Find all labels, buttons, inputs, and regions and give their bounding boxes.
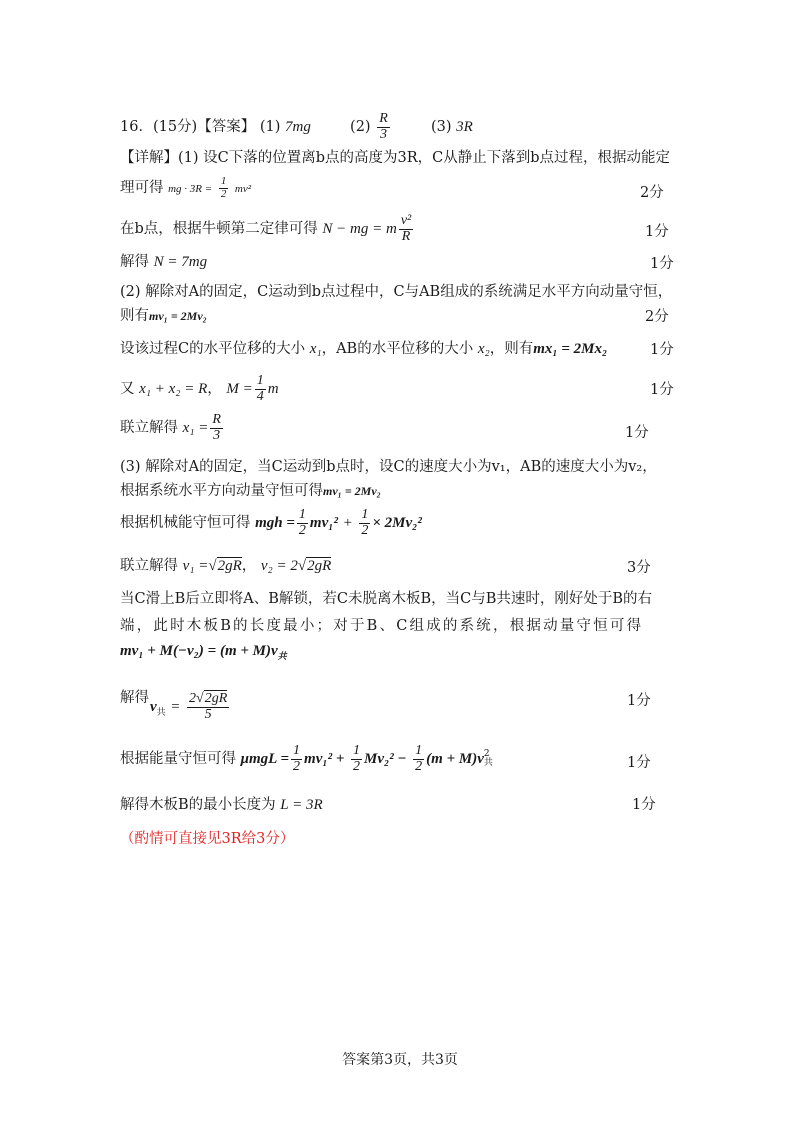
ans2-fraction: $\frac{R}{3}$: [379, 111, 388, 142]
points-newton: 1分: [645, 224, 669, 240]
ans1-label: (1): [259, 119, 281, 136]
points-also: 1分: [650, 382, 674, 398]
eq-common: mv₁ + M(−v₂) = (m + M)v: [120, 643, 278, 659]
displacement-line: [120, 337, 607, 358]
points-final: 1分: [632, 797, 656, 813]
eq-momentum2: mv₁ = 2Mv₂: [323, 484, 381, 498]
points-displacement: 1分: [650, 342, 674, 358]
points-energy2: 1分: [627, 755, 651, 771]
mech-text: 根据机械能守恒可得: [120, 515, 251, 532]
solve-n-line: [120, 250, 207, 271]
eq-common-sub: 共: [277, 650, 287, 661]
part1-line2: [120, 176, 251, 200]
eq-v1-root: 2gR: [217, 558, 242, 574]
ans3-label: (3): [430, 119, 452, 136]
part1-line1: [120, 146, 670, 167]
ans1-value: 7mg: [284, 119, 311, 136]
part2-line2: [120, 304, 207, 325]
part1-text: (1) 设C下落的位置离b点的高度为3R，C从静止下落到b点过程，根据动能定: [178, 150, 671, 166]
also-text: 又: [120, 381, 135, 398]
eq-mech-half-1: $\frac{1}{2}$: [298, 507, 306, 538]
eq-energy-fraction: $\frac{1}{2}$: [220, 175, 227, 200]
eq-vc: [150, 692, 231, 722]
points-solve-v: 1分: [627, 693, 651, 709]
also-sep: ，: [207, 381, 222, 398]
eq-vc-sub: 共: [156, 708, 166, 719]
joint-x-line: [120, 413, 225, 443]
points-joint-x: 1分: [625, 425, 649, 441]
eq-solve-n: N = 7mg: [153, 254, 208, 270]
points-joint-v: 3分: [627, 560, 651, 576]
eq-newton-fraction: $\frac{\text{v²}}{R}$: [400, 213, 412, 244]
solve-v-text: 解得: [120, 690, 149, 706]
disp-text3: ，则有: [489, 341, 534, 357]
eq-mass-right: m: [267, 381, 279, 398]
joint-v-line: 联立解得 v₁ =√2gR， v₂ = 2√2gR: [120, 558, 332, 574]
page-footer: 答案第3页，共3页: [342, 1052, 458, 1068]
also-line: [120, 374, 279, 404]
para-line2: 端，此时木板B的长度最小；对于B、C组成的系统，根据动量守恒可得: [120, 618, 644, 634]
eq-newton-left: N − mg = m: [322, 221, 397, 238]
eq-vc-eq: =: [170, 699, 181, 716]
disp-text1: 设该过程C的水平位移的大小: [120, 341, 306, 357]
eq-energy-right: mv²: [234, 183, 252, 196]
detail-heading: 【详解】: [120, 150, 178, 166]
grading-note: （酌情可直接见3R给3分）: [120, 831, 295, 847]
energy-conservation-line: [120, 744, 493, 774]
eq-en-term1: mv₁² +: [304, 751, 345, 768]
eq-displacement: mx₁ = 2Mx₂: [533, 341, 608, 357]
answer-header: [120, 112, 473, 142]
eq-mass-left: M =: [226, 381, 253, 398]
eq-x1-left: x₁ =: [182, 420, 209, 437]
eq-en-t3-sup: 2: [483, 749, 490, 760]
eq-v1-left: v₁ =: [182, 558, 209, 574]
eq-en-frac3: $\frac{1}{2}$: [415, 743, 423, 774]
eq-sum: x₁ + x₂ = R: [139, 381, 208, 398]
ans2-label: (2): [350, 119, 371, 136]
energy-text: 根据能量守恒可得: [120, 751, 236, 768]
common-momentum-line: [120, 643, 287, 662]
disp-x1: x₁: [309, 341, 322, 357]
eq-energy-left: mg · 3R =: [168, 183, 213, 196]
v-sep: ，: [241, 558, 257, 574]
part3-line1: (3) 解除对A的固定，当C运动到b点时，设C的速度大小为v₁，AB的速度大小为v₂，: [120, 459, 657, 475]
newton-text: 在b点，根据牛顿第二定律可得: [120, 221, 318, 238]
newton-line: [120, 214, 415, 244]
eq-mass-fraction: $\frac{1}{4}$: [256, 373, 264, 404]
eq-vc-left: v: [150, 699, 157, 716]
eq-en-left: μmgL =: [240, 751, 290, 768]
eq-en-term3: (m + M)v: [426, 751, 484, 768]
part3-line2-text: 根据系统水平方向动量守恒可得: [120, 483, 323, 499]
points-solve-n: 1分: [650, 256, 674, 272]
eq-mech-term2: × 2Mv₂²: [372, 515, 422, 532]
part2-line1: (2) 解除对A的固定，C运动到b点过程中，C与AB组成的系统满足水平方向动量守恒，: [120, 284, 673, 300]
final-line: [120, 793, 323, 814]
eq-mech-term1: mv₁²: [309, 515, 338, 532]
eq-en-frac1: $\frac{1}{2}$: [293, 743, 301, 774]
mech-energy-line: [120, 508, 422, 538]
disp-text2: ，AB的水平位移的大小: [321, 341, 474, 357]
eq-mech-plus: +: [342, 515, 353, 532]
eq-final: L = 3R: [280, 797, 323, 813]
final-text: 解得木板B的最小长度为: [120, 797, 276, 813]
points-momentum1: 2分: [645, 309, 669, 325]
eq-en-frac2: $\frac{1}{2}$: [353, 743, 360, 774]
part1-line2-text: 理可得: [120, 180, 164, 197]
points-energy: 2分: [640, 185, 664, 201]
ans3-value: 3R: [456, 119, 473, 136]
para-line1: 当C滑上B后立即将A、B解锁，若C未脱离木板B，当C与B共速时，刚好处于B的右: [120, 591, 653, 607]
eq-v2-left: v₂ = 2: [260, 558, 298, 574]
solve-n-text: 解得: [120, 254, 149, 270]
eq-mech-half-2: $\frac{1}{2}$: [361, 507, 369, 538]
joint-v-text: 联立解得: [120, 558, 178, 574]
eq-en-t3-sub: 共: [483, 758, 493, 769]
joint-x-text: 联立解得: [120, 420, 178, 437]
eq-v2-root: 2gR: [307, 558, 332, 574]
part3-line2: [120, 479, 381, 500]
eq-vc-fraction: $\frac{2√2gR}{5}$: [189, 691, 228, 722]
part2-line2-text: 则有: [120, 308, 149, 324]
disp-x2: x₂: [477, 341, 490, 357]
eq-en-term2: Mv₂² −: [364, 751, 407, 768]
header-text: 16．(15分)【答案】: [120, 119, 256, 136]
eq-momentum1: mv₁ = 2Mv₂: [149, 309, 207, 323]
eq-x1-fraction: $\frac{R}{3}$: [212, 412, 221, 443]
eq-mech-left: mgh =: [255, 515, 295, 532]
